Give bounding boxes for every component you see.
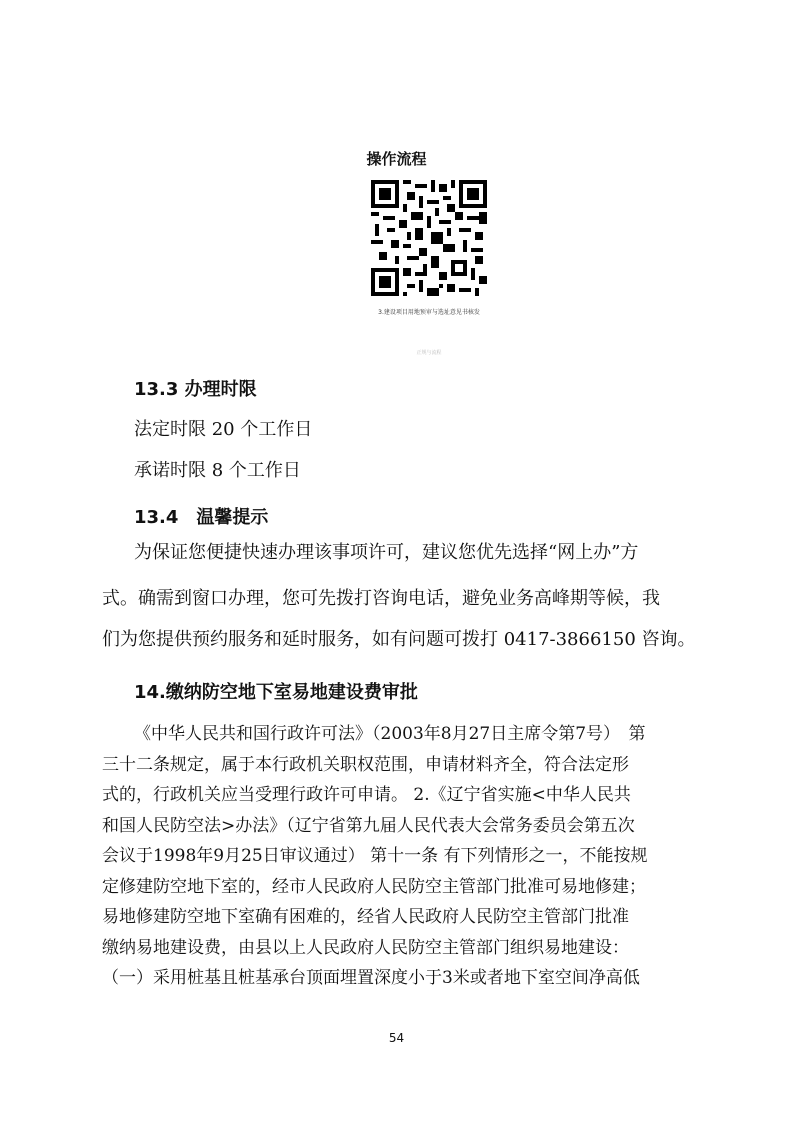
heading-13-4: 13.4 温馨提示: [134, 507, 269, 528]
page-number: 54: [388, 1031, 405, 1045]
qr-caption: 3.建设项目用地预审与选址意见书核发: [378, 309, 480, 316]
text-line: 《中华人民共和国行政许可法》（2003年8月27日主席令第7号） 第: [134, 724, 646, 744]
text-line: 为保证您便捷快速办理该事项许可，建议您优先选择“网上办”方: [134, 542, 639, 563]
text-line: （一）采用桩基且桩基承台顶面埋置深度小于3米或者地下室空间净高低: [102, 968, 640, 988]
text-line: 缴纳易地建设费，由县以上人民政府人民防空主管部门组织易地建设：: [102, 937, 629, 958]
text-line: 式的，行政机关应当受理行政许可申请。 2.《辽宁省实施<中华人民共: [102, 785, 631, 805]
section-14-body: [102, 719, 714, 994]
text-line: 承诺时限 8 个工作日: [134, 460, 301, 481]
text-line: 易地修建防空地下室确有困难的，经省人民政府人民防空主管部门批准: [102, 907, 629, 927]
qr-section-title: 操作流程: [366, 150, 427, 168]
heading-14: 14.缴纳防空地下室易地建设费审批: [134, 682, 418, 703]
text-line: 法定时限 20 个工作日: [134, 419, 313, 440]
text-line: 定修建防空地下室的，经市人民政府人民防空主管部门批准可易地修建；: [102, 876, 646, 897]
text-line: 三十二条规定，属于本行政机关职权范围，申请材料齐全，符合法定形: [102, 754, 629, 775]
text-line: 式。确需到窗口办理，您可先拨打咨询电话，避免业务高峰期等候，我: [102, 588, 660, 609]
faint-mark: 正规与流程: [416, 350, 442, 356]
qr-code: [371, 180, 487, 296]
text-line: 和国人民防空法>办法》（辽宁省第九届人民代表大会常务委员会第五次: [102, 815, 635, 836]
heading-13-3: 13.3 办理时限: [134, 379, 257, 400]
text-line: 们为您提供预约服务和延时服务，如有问题可拨打 0417-3866150 咨询。: [102, 629, 696, 650]
text-line: 会议于1998年9月25日审议通过） 第十一条 有下列情形之一，不能按规: [102, 846, 648, 866]
